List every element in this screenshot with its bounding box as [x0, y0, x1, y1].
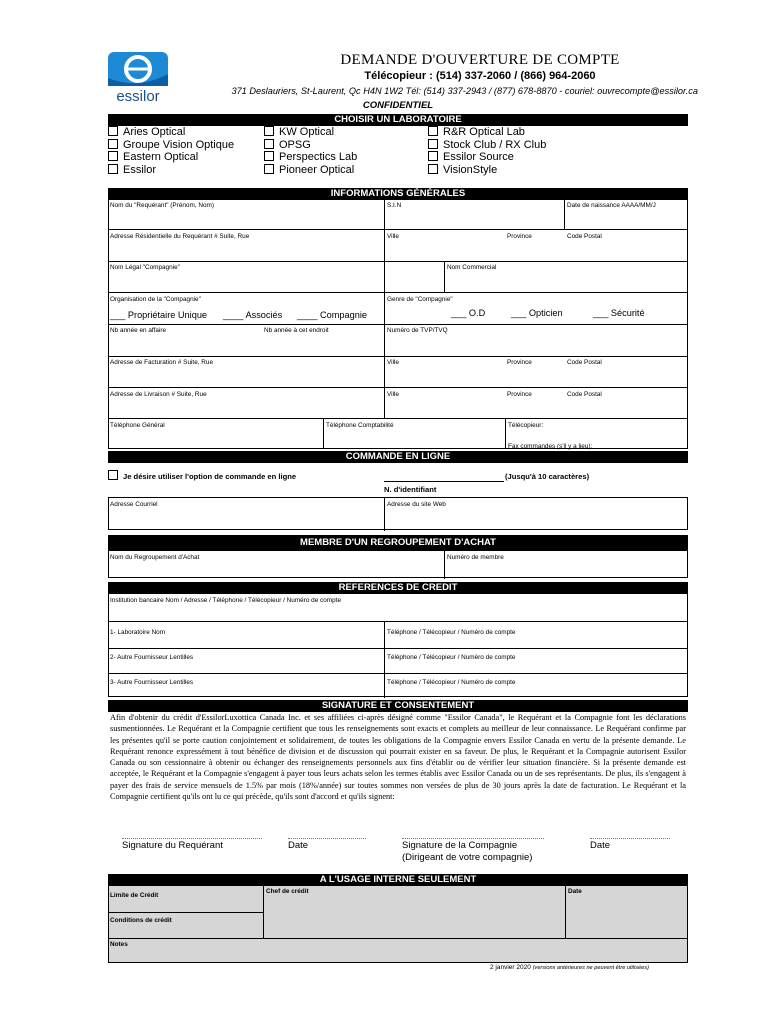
org-option-compagnie[interactable]: ____ Compagnie: [297, 310, 367, 320]
lab-option[interactable]: Aries Optical: [108, 126, 234, 139]
field-chef-credit[interactable]: Chef de crédit: [266, 888, 309, 895]
checkbox[interactable]: [428, 126, 438, 136]
field-ref-fournisseur-2[interactable]: 2- Autre Fournisseur Lentilles: [110, 654, 194, 661]
field-adresse-residentielle[interactable]: Adresse Résidentielle du Requérant # Suite, Rue: [110, 233, 250, 240]
field-telecopieur[interactable]: Télécopieur:: [508, 422, 544, 429]
id-limit-note: (Jusqu'à 10 caractères): [505, 472, 590, 481]
signature-compagnie-sub: (Dirigeant de votre compagnie): [402, 852, 533, 863]
field-liv-ville[interactable]: Ville: [387, 391, 399, 398]
field-facturation[interactable]: Adresse de Facturation # Suite, Rue: [110, 359, 214, 366]
field-sin[interactable]: S.I.N: [387, 202, 402, 209]
credit-heading: REFERENCES DE CREDIT: [108, 582, 688, 594]
field-institution-bancaire[interactable]: Institution bancaire Nom / Adresse / Téléphone / Télécopieur / Numéro de compte: [110, 597, 342, 604]
field-conditions-credit[interactable]: Conditions de crédit: [110, 917, 172, 924]
field-tel-compta[interactable]: Téléphone Comptabilité: [326, 422, 394, 429]
field-fact-code-postal[interactable]: Code Postal: [567, 359, 602, 366]
confidential-label: CONFIDENTIEL: [362, 100, 434, 111]
checkbox[interactable]: [108, 470, 118, 480]
checkbox[interactable]: [264, 151, 274, 161]
consent-text: Afin d'obtenir du crédit d'EssilorLuxottica Canada Inc. et ses affiliées ci-après désigné comme "Essilor Canada", le Requérant et la Compagnie font les déclarations susmentionnées. Le Requérant et la Compagnie certifient que tous les renseignements sont exacts et complets au meilleur de leur connaissance. Le Requérant confirme par les présentes qu'il se porte caution conjointement et solidairement, de toutes les obligations de la Compagnie envers Essilor Canada en vertu de la présente demande. Le Requérant renonce expressément à tout bénéfice de division et de discussion qui pourrait exister en sa faveur. De plus, le Requérant et la Compagnie autorisent Essilor Canada ou son cessionnaire à obtenir ou échanger des renseignements personnels aux fins d'établir ou de vérifier leur situation financière. Si la présente demande est acceptée, le Requérant et la Compagnie s'engagent à payer tous leurs achats selon les termes établis avec Essilor Canada ou un de ses représentants. De plus, ils s'engagent à payer des frais de service mensuels de 1.5% par mois (18%/année) sur toutes sommes non versées de plus de 30 jours après la date de facturation. Le Requérant et la Compagnie certifient qu'ils ont lu ce qui précède, qu'ils sont d'accord et qu'ils signent:: [110, 713, 686, 802]
lab-option[interactable]: Perspectics Lab: [264, 151, 357, 164]
labs-col-2: [264, 126, 357, 176]
lab-option[interactable]: Eastern Optical: [108, 151, 234, 164]
field-nb-annee[interactable]: Nb année en affaire: [110, 327, 167, 334]
field-site-web[interactable]: Adresse du site Web: [387, 501, 446, 508]
signature-date-2[interactable]: Date: [590, 840, 611, 851]
lab-option[interactable]: VisionStyle: [428, 164, 546, 177]
checkbox[interactable]: [264, 139, 274, 149]
field-tel-general[interactable]: Téléphone Général: [110, 422, 165, 429]
lab-option[interactable]: R&R Optical Lab: [428, 126, 546, 139]
field-nb-annee-endroit[interactable]: Nb année à cet endroit: [264, 327, 329, 334]
field-fax-commandes[interactable]: Fax commandes (s'il y a lieu):: [508, 443, 593, 450]
checkbox[interactable]: [108, 151, 118, 161]
online-form: [108, 497, 688, 530]
internal-heading: A L'USAGE INTERNE SEULEMENT: [108, 874, 688, 886]
field-regroupement[interactable]: Nom du Regroupement d'Achat: [110, 554, 200, 561]
lab-option[interactable]: Stock Club / RX Club: [428, 139, 546, 152]
field-courriel[interactable]: Adresse Courriel: [110, 501, 158, 508]
field-tvp[interactable]: Numéro de TVP/TVQ: [387, 327, 448, 334]
field-limite-credit[interactable]: Limite de Crédit: [110, 892, 159, 899]
field-fact-ville[interactable]: Ville: [387, 359, 399, 366]
signature-date-1[interactable]: Date: [288, 840, 309, 851]
field-requerant[interactable]: Nom du "Requérant" (Prénom, Nom): [110, 202, 214, 209]
genre-option-od[interactable]: ___ O.D: [451, 308, 486, 318]
footer-date: 2 janvier 2020: [490, 964, 531, 971]
org-option-proprietaire[interactable]: ___ Propriétaire Unique: [110, 310, 208, 320]
group-form: [108, 550, 688, 578]
checkbox[interactable]: [108, 126, 118, 136]
field-livraison[interactable]: Adresse de Livraison # Suite, Rue: [110, 391, 207, 398]
credit-form: [108, 593, 688, 697]
checkbox[interactable]: [264, 164, 274, 174]
field-numero-membre[interactable]: Numéro de membre: [447, 554, 504, 561]
signature-heading: SIGNATURE ET CONSENTEMENT: [108, 700, 688, 712]
signature-compagnie[interactable]: Signature de la Compagnie: [402, 840, 518, 851]
field-nom-legal[interactable]: Nom Légal "Compagnie": [110, 264, 180, 271]
field-nom-commercial[interactable]: Nom Commercial: [447, 264, 497, 271]
footer-note: (versions antérieures ne peuvent être utilisées): [532, 965, 649, 971]
genre-option-securite[interactable]: ___ Sécurité: [593, 308, 645, 318]
labs-col-1: [108, 126, 234, 176]
field-ref-fournisseur-3[interactable]: 3- Autre Fournisseur Lentilles: [110, 679, 194, 686]
labs-col-3: [428, 126, 546, 176]
field-liv-province[interactable]: Province: [507, 391, 532, 398]
online-option[interactable]: Je désire utiliser l'option de commande en ligne: [108, 470, 296, 481]
svg-text:essilor: essilor: [116, 88, 160, 104]
field-dob[interactable]: Date de naissance AAAA/MM/J: [567, 202, 656, 209]
checkbox[interactable]: [108, 164, 118, 174]
field-liv-code-postal[interactable]: Code Postal: [567, 391, 602, 398]
field-genre: Genre de "Compagnie": [387, 296, 453, 303]
genre-option-opticien[interactable]: ___ Opticien: [511, 308, 563, 318]
fax-numbers: Télécopieur : (514) 337-2060 / (866) 964-2060: [364, 70, 596, 82]
field-ref-laboratoire[interactable]: 1- Laboratoire Nom: [110, 629, 166, 636]
page-title: DEMANDE D'OUVERTURE DE COMPTE: [340, 52, 620, 68]
field-ref-f2-contact[interactable]: Téléphone / Télécopieur / Numéro de compte: [387, 654, 516, 661]
labs-heading: CHOISIR UN LABORATOIRE: [108, 114, 688, 126]
checkbox[interactable]: [428, 151, 438, 161]
essilor-logo: [92, 52, 184, 104]
lab-option[interactable]: OPSG: [264, 139, 357, 152]
lab-option[interactable]: Pioneer Optical: [264, 164, 357, 177]
group-heading: MEMBRE D'UN REGROUPEMENT D'ACHAT: [108, 535, 688, 550]
general-heading: INFORMATIONS GÉNÉRALES: [108, 188, 688, 200]
checkbox[interactable]: [108, 139, 118, 149]
lab-option[interactable]: Groupe Vision Optique: [108, 139, 234, 152]
field-code-postal[interactable]: Code Postal: [567, 233, 602, 240]
field-internal-date[interactable]: Date: [568, 888, 582, 895]
field-ref-f3-contact[interactable]: Téléphone / Télécopieur / Numéro de compte: [387, 679, 516, 686]
org-option-associes[interactable]: ____ Associés: [223, 310, 283, 320]
checkbox[interactable]: [428, 164, 438, 174]
checkbox[interactable]: [264, 126, 274, 136]
lab-option[interactable]: KW Optical: [264, 126, 357, 139]
general-form: [108, 199, 688, 449]
lab-option[interactable]: Essilor: [108, 164, 234, 177]
field-province[interactable]: Province: [507, 233, 532, 240]
field-notes[interactable]: Notes: [110, 941, 128, 948]
contact-address: 371 Deslauriers, St-Laurent, Qc H4N 1W2 Tél: (514) 337-2943 / (877) 678-8870 - couriel: ouvrecompte@essilor.ca: [231, 86, 698, 96]
field-fact-province[interactable]: Province: [507, 359, 532, 366]
identifiant-label: N. d'identifiant: [384, 485, 437, 494]
footer: [490, 964, 649, 971]
signature-requerant[interactable]: Signature du Requérant: [122, 840, 223, 851]
internal-form: [108, 885, 688, 963]
field-ville[interactable]: Ville: [387, 233, 399, 240]
lab-option[interactable]: Essilor Source: [428, 151, 546, 164]
online-heading: COMMANDE EN LIGNE: [108, 451, 688, 463]
field-organisation: Organisation de la "Compagnie": [110, 296, 201, 303]
field-ref-lab-contact[interactable]: Téléphone / Télécopieur / Numéro de compte: [387, 629, 516, 636]
checkbox[interactable]: [428, 139, 438, 149]
